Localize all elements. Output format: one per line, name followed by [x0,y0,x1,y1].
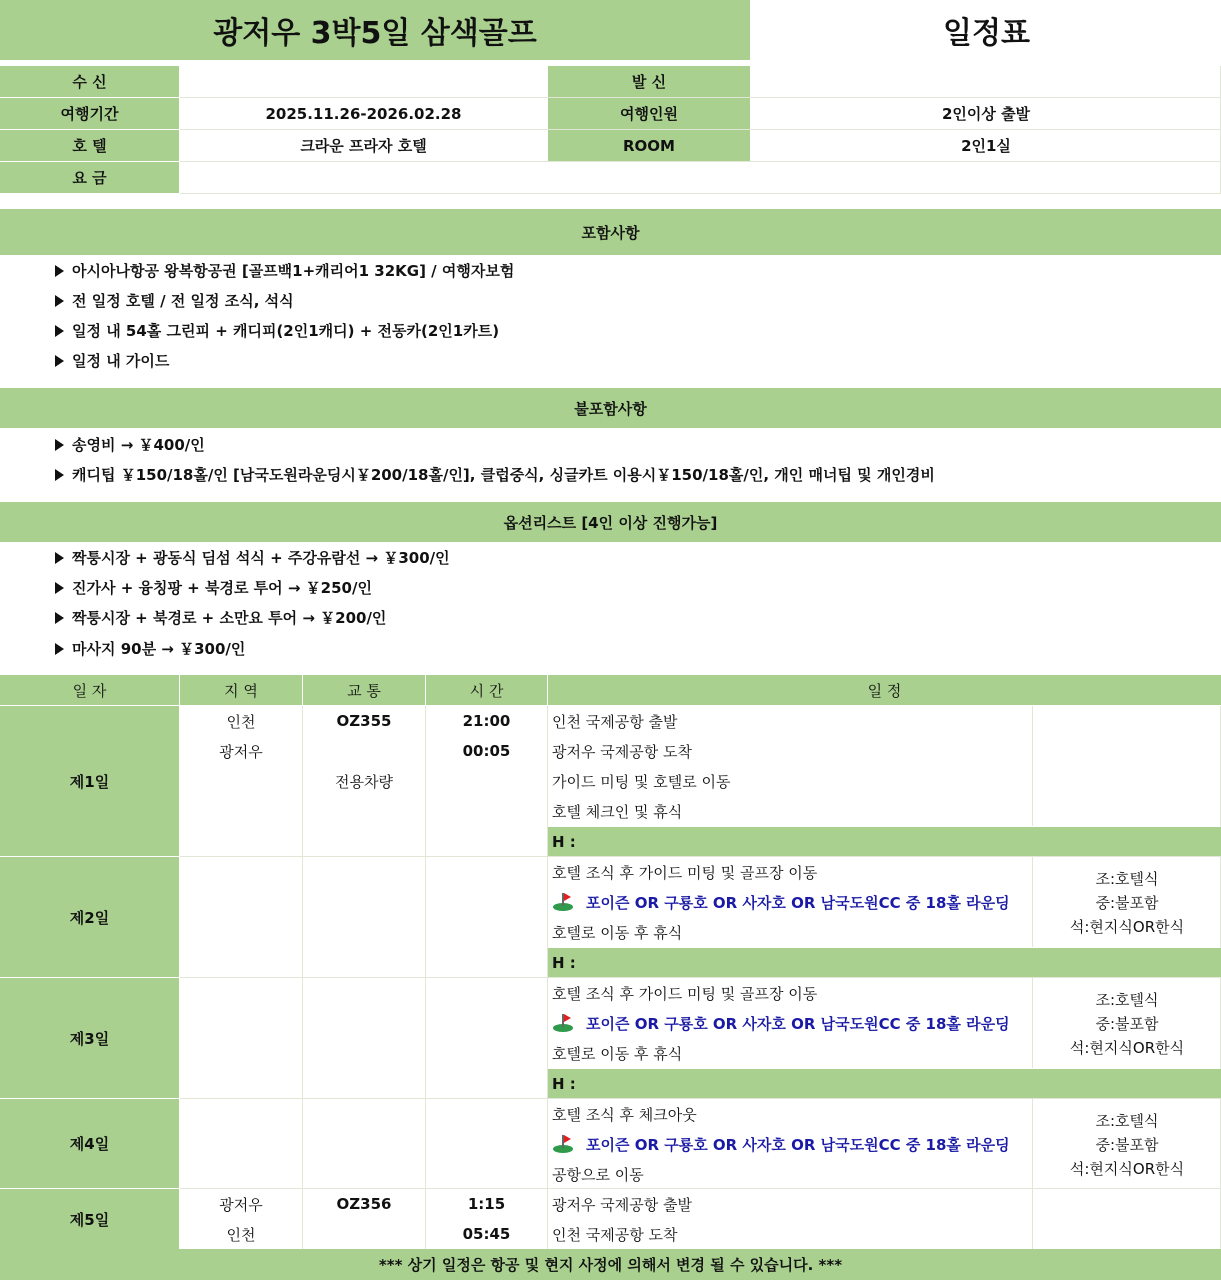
col-header-time: 시 간 [426,675,547,705]
col-header-transport: 교 통 [303,675,425,705]
bullet-triangle-icon [55,265,64,277]
excluded-item: 송영비 → ￥400/인 [55,434,205,455]
meal-dinner: 석:현지식OR한식 [1069,1160,1185,1178]
region: 광저우 [219,1195,263,1214]
plan-item: 호텔로 이동 후 휴식 [552,1045,683,1063]
period-value: 2025.11.26-2026.02.28 [265,104,462,123]
meal-dinner: 석:현지식OR한식 [1069,918,1185,936]
recipient-value [180,66,547,97]
col-header-date: 일 자 [0,675,179,705]
hotel-value: 크라운 프라자 호텔 [300,137,427,155]
room-value: 2인1실 [961,137,1011,155]
footer-note: *** 상기 일정은 항공 및 현지 사정에 의해서 변경 될 수 있습니다. *** [0,1249,1221,1280]
hotel-row [548,1069,1221,1098]
bullet-triangle-icon [55,552,64,564]
meal-breakfast: 조:호텔식 [1095,991,1159,1009]
time: 05:45 [462,1225,511,1243]
golf-round-item: 포이즌 OR 구룡호 OR 사자호 OR 남국도원CC 중 18홀 라운딩 [552,892,1010,913]
people-value: 2인이상 출발 [941,105,1031,123]
sender-label: 발 신 [548,66,750,97]
transport: 전용차량 [335,772,393,791]
golf-round-item: 포이즌 OR 구룡호 OR 사자호 OR 남국도원CC 중 18홀 라운딩 [552,1013,1010,1034]
hotel-row-label: H : [552,833,576,851]
included-item: 일정 내 54홀 그린피 + 캐디피(2인1캐디) + 전동카(2인1카트) [55,320,499,341]
bullet-triangle-icon [55,582,64,594]
day-label: 제2일 [0,857,179,977]
sender-value [751,66,1221,97]
day-label: 제3일 [0,978,179,1098]
fee-value [180,162,1221,193]
bullet-triangle-icon [55,612,64,624]
excluded-header: 불포함사항 [0,388,1221,428]
plan-item: 인천 국제공항 출발 [552,713,678,731]
golf-flag-icon [552,893,574,911]
day-label: 제5일 [0,1189,179,1249]
options-header: 옵션리스트 [4인 이상 진행가능] [0,502,1221,542]
bullet-triangle-icon [55,355,64,367]
recipient-label: 수 신 [0,66,179,97]
golf-flag-icon [552,1014,574,1032]
time: 21:00 [462,712,511,730]
option-item: 짝퉁시장 + 북경로 + 소만요 투어 → ￥200/인 [55,607,386,628]
plan-item: 공항으로 이동 [552,1166,644,1184]
plan-item: 호텔 체크인 및 휴식 [552,803,683,821]
plan-item: 호텔 조식 후 체크아웃 [552,1106,697,1124]
room-label: ROOM [548,130,750,161]
included-item: 아시아나항공 왕복항공권 [골프백1+캐리어1 32KG] / 여행자보험 [55,260,514,281]
fee-label: 요 금 [0,162,179,193]
hotel-row-label: H : [552,1075,576,1093]
meal-lunch: 중:불포함 [1095,894,1159,912]
option-item: 짝퉁시장 + 광동식 딤섬 석식 + 주강유람선 → ￥300/인 [55,547,450,568]
flight-number: OZ355 [336,712,392,730]
bullet-triangle-icon [55,643,64,655]
day-label: 제4일 [0,1099,179,1188]
col-header-plan: 일 정 [548,675,1221,705]
bullet-triangle-icon [55,469,64,481]
people-label: 여행인원 [548,98,750,129]
time: 1:15 [467,1195,506,1213]
meal-lunch: 중:불포함 [1095,1015,1159,1033]
included-item: 전 일정 호텔 / 전 일정 조식, 석식 [55,290,294,311]
meal-lunch: 중:불포함 [1095,1136,1159,1154]
hotel-row [548,827,1221,856]
option-item: 마사지 90분 → ￥300/인 [55,638,245,659]
region: 광저우 [219,742,263,761]
plan-item: 호텔 조식 후 가이드 미팅 및 골프장 이동 [552,985,818,1003]
col-header-region: 지 역 [180,675,302,705]
plan-item: 광저우 국제공항 출발 [552,1196,692,1214]
bullet-triangle-icon [55,325,64,337]
option-item: 진가사 + 융칭팡 + 북경로 투어 → ￥250/인 [55,577,372,598]
plan-item: 호텔로 이동 후 휴식 [552,924,683,942]
bullet-triangle-icon [55,439,64,451]
hotel-row-label: H : [552,954,576,972]
plan-item: 광저우 국제공항 도착 [552,743,692,761]
flight-number: OZ356 [336,1195,392,1213]
document-subtitle: 일정표 [943,16,1030,51]
plan-item: 가이드 미팅 및 호텔로 이동 [552,773,731,791]
plan-item: 인천 국제공항 도착 [552,1226,678,1244]
golf-round-item: 포이즌 OR 구룡호 OR 사자호 OR 남국도원CC 중 18홀 라운딩 [552,1134,1010,1155]
excluded-item: 캐디팁 ￥150/18홀/인 [남국도원라운딩시￥200/18홀/인], 클럽중식, 싱글카트 이용시￥150/18홀/인, 개인 매너팁 및 개인경비 [55,464,935,485]
included-header: 포함사항 [0,209,1221,255]
document-title: 광저우 3박5일 삼색골프 [0,0,750,60]
region: 인천 [226,1225,256,1244]
bullet-triangle-icon [55,295,64,307]
hotel-label: 호 텔 [0,130,179,161]
meal-dinner: 석:현지식OR한식 [1069,1039,1185,1057]
period-label: 여행기간 [0,98,179,129]
region: 인천 [226,712,256,731]
meal-breakfast: 조:호텔식 [1095,1112,1159,1130]
hotel-row [548,948,1221,977]
meal-breakfast: 조:호텔식 [1095,870,1159,888]
included-item: 일정 내 가이드 [55,350,169,371]
plan-item: 호텔 조식 후 가이드 미팅 및 골프장 이동 [552,864,818,882]
time: 00:05 [462,742,511,760]
golf-flag-icon [552,1135,574,1153]
day-label: 제1일 [0,706,179,856]
